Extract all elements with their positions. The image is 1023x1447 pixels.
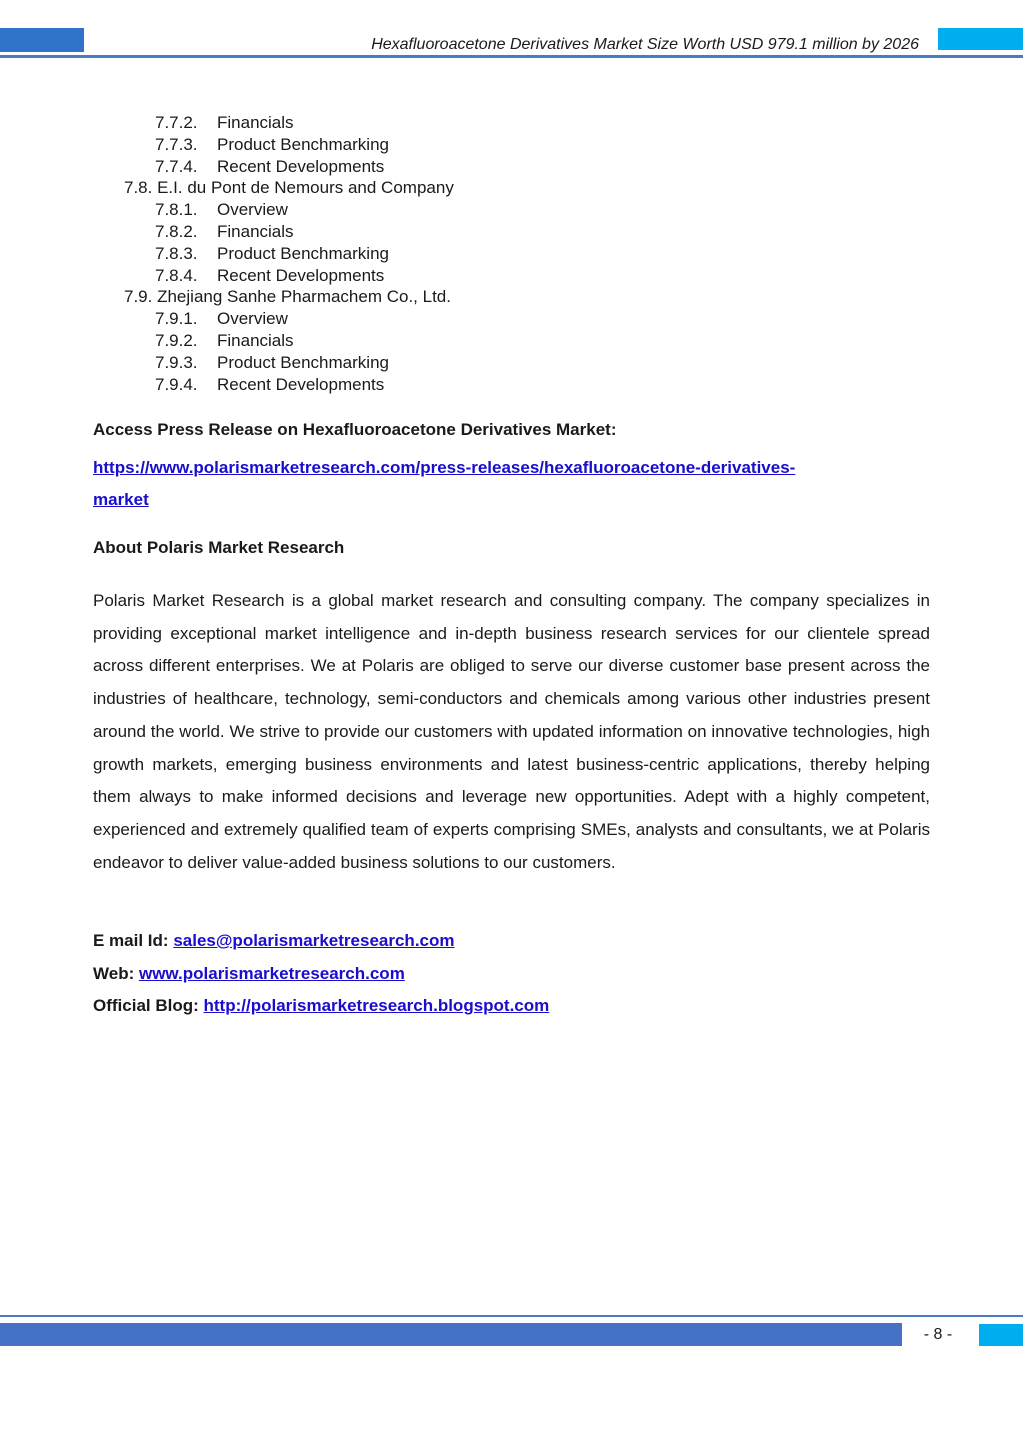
toc-number: 7.7.2. bbox=[155, 113, 198, 132]
toc-label: Overview bbox=[217, 309, 288, 329]
toc-number: 7.8. bbox=[124, 178, 153, 198]
press-release-link-line1[interactable]: https://www.polarismarketresearch.com/press-releases/hexafluoroacetone-derivatives- bbox=[93, 458, 796, 477]
toc-number: 7.9.3. bbox=[155, 352, 198, 372]
toc-item bbox=[124, 112, 454, 134]
toc-label: Product Benchmarking bbox=[217, 243, 389, 263]
blog-link[interactable]: http://polarismarketresearch.blogspot.com bbox=[203, 996, 550, 1015]
table-of-contents bbox=[124, 112, 454, 395]
blog-label: Official Blog: bbox=[93, 996, 199, 1015]
web-line bbox=[93, 958, 930, 991]
toc-item bbox=[124, 374, 454, 396]
toc-number: 7.9.4. bbox=[155, 374, 198, 394]
web-label: Web: bbox=[93, 963, 135, 983]
footer-cyan-block bbox=[979, 1324, 1023, 1346]
web-link[interactable]: www.polarismarketresearch.com bbox=[138, 963, 405, 983]
toc-item bbox=[124, 134, 454, 156]
toc-label: E.I. du Pont de Nemours and Company bbox=[157, 178, 454, 198]
page-number: - 8 - bbox=[923, 1326, 953, 1343]
blog-line bbox=[93, 990, 930, 1023]
about-heading: About Polaris Market Research bbox=[93, 538, 345, 557]
toc-number: 7.7.3. bbox=[155, 134, 198, 154]
toc-label: Recent Developments bbox=[217, 265, 385, 285]
toc-label: Financials bbox=[217, 330, 294, 350]
toc-item bbox=[124, 330, 454, 352]
email-label: E mail Id: bbox=[93, 931, 169, 950]
toc-number: 7.8.1. bbox=[155, 200, 198, 220]
toc-label: Financials bbox=[217, 221, 294, 241]
header-title: Hexafluoroacetone Derivatives Market Size Worth USD 979.1 million by 2026 bbox=[371, 36, 919, 53]
about-paragraph: Polaris Market Research is a global market research and consulting company. The company specializes in providing exceptional market intelligence and in-depth business research services for our clientele spread across different enterprises. We at Polaris are obliged to serve our diverse customer base present across the industries of healthcare, technology, semi-conductors and chemicals among various other industries present around the world. We strive to provide our customers with updated information on innovative technologies, high growth markets, emerging business environments and latest business-centric applications, thereby helping them always to make informed decisions and leverage new opportunities. Adept with a highly competent, experienced and extremely qualified team of experts comprising SMEs, analysts and consultants, we at Polaris endeavor to deliver value-added business solutions to our customers. bbox=[93, 591, 930, 872]
toc-item bbox=[124, 199, 454, 221]
toc-number: 7.7.4. bbox=[155, 156, 198, 176]
toc-label: Overview bbox=[217, 200, 288, 220]
toc-label: Recent Developments bbox=[217, 156, 385, 176]
toc-number: 7.9.2. bbox=[155, 330, 198, 350]
toc-section bbox=[124, 177, 454, 199]
footer-bar bbox=[0, 1323, 902, 1346]
toc-label: Financials bbox=[217, 113, 294, 132]
toc-label: Recent Developments bbox=[217, 374, 385, 394]
toc-item bbox=[124, 156, 454, 178]
email-line bbox=[93, 925, 930, 958]
header-cyan-block bbox=[938, 28, 1023, 50]
toc-section bbox=[124, 286, 454, 308]
toc-number: 7.9. bbox=[124, 287, 153, 307]
toc-label: Zhejiang Sanhe Pharmachem Co., Ltd. bbox=[157, 287, 451, 307]
toc-number: 7.8.3. bbox=[155, 243, 198, 263]
toc-number: 7.8.4. bbox=[155, 265, 198, 285]
press-release-heading: Access Press Release on Hexafluoroacetone Derivatives Market: bbox=[93, 420, 617, 439]
press-release-link-line2[interactable]: market bbox=[93, 490, 149, 509]
header-accent-bar bbox=[0, 28, 84, 52]
header-rule bbox=[0, 55, 1023, 58]
toc-item bbox=[124, 265, 454, 287]
press-release-link[interactable] bbox=[93, 452, 930, 516]
toc-item bbox=[124, 221, 454, 243]
toc-item bbox=[124, 352, 454, 374]
toc-number: 7.9.1. bbox=[155, 309, 198, 329]
email-link[interactable]: sales@polarismarketresearch.com bbox=[173, 931, 455, 950]
toc-number: 7.8.2. bbox=[155, 221, 198, 241]
toc-item bbox=[124, 308, 454, 330]
toc-item bbox=[124, 243, 454, 265]
footer-rule bbox=[0, 1315, 1023, 1317]
toc-label: Product Benchmarking bbox=[217, 134, 389, 154]
contact-block bbox=[93, 925, 930, 1023]
toc-label: Product Benchmarking bbox=[217, 352, 389, 372]
